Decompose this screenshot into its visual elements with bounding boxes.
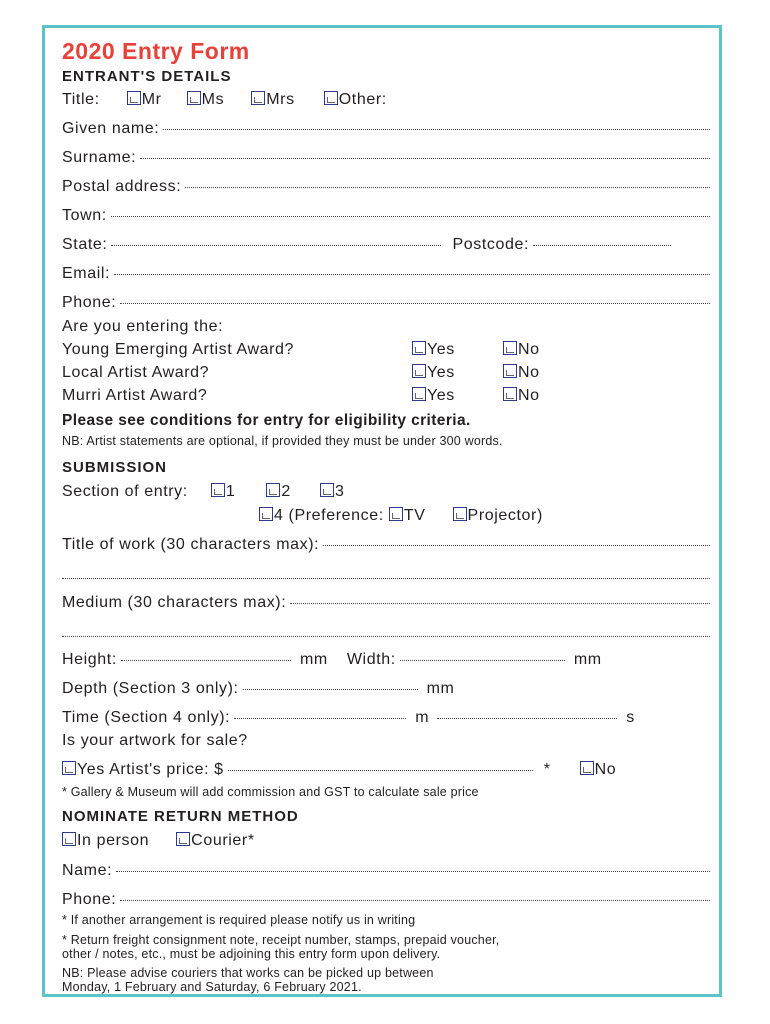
checkbox-icon[interactable]	[320, 483, 334, 497]
checkbox-icon[interactable]	[187, 91, 201, 105]
town-field[interactable]: Town:	[62, 207, 710, 225]
postcode-label: Postcode:	[452, 236, 530, 253]
section-3-option[interactable]: 3	[320, 483, 345, 501]
for-sale-question: Is your artwork for sale?	[62, 732, 248, 749]
checkbox-icon[interactable]	[580, 761, 594, 775]
commission-note: * Gallery & Museum will add commission and GST to calculate sale price	[62, 785, 479, 799]
time-label: Time (Section 4 only):	[62, 709, 231, 726]
state-field[interactable]	[111, 244, 441, 246]
title-row	[62, 91, 387, 109]
conditions-note: Please see conditions for entry for eligibility criteria.	[62, 412, 471, 429]
width-field[interactable]	[400, 659, 565, 661]
freight-note-line-1: * Return freight consignment note, receipt number, stamps, prepaid voucher,	[62, 933, 500, 947]
height-field[interactable]	[121, 659, 291, 661]
for-sale-yes-option[interactable]: Yes Artist's price: $	[62, 761, 224, 779]
award-row-young: Young Emerging Artist Award?	[62, 341, 295, 358]
section-label: Section of entry:	[62, 483, 188, 500]
section-4-row	[259, 507, 543, 525]
checkbox-icon[interactable]	[259, 507, 273, 521]
section-4-option[interactable]: 4 (Preference:	[259, 507, 384, 525]
pickup-note-line-1: NB: Please advise couriers that works can be picked up between	[62, 966, 434, 980]
for-sale-row: Yes Artist's price: $ * No	[62, 761, 710, 779]
title-label: Title:	[62, 91, 100, 108]
medium-line-2[interactable]	[62, 636, 710, 637]
title-option-mrs[interactable]: Mrs	[251, 91, 294, 109]
checkbox-icon[interactable]	[251, 91, 265, 105]
time-seconds-field[interactable]	[437, 717, 617, 719]
title-option-ms[interactable]: Ms	[187, 91, 225, 109]
postal-address-field[interactable]: Postal address:	[62, 178, 710, 196]
artist-price-field[interactable]	[228, 769, 533, 771]
postcode-field[interactable]	[533, 244, 671, 246]
time-minutes-field[interactable]	[234, 717, 406, 719]
checkbox-icon[interactable]	[412, 387, 426, 401]
checkbox-icon[interactable]	[127, 91, 141, 105]
checkbox-icon[interactable]	[324, 91, 338, 105]
checkbox-icon[interactable]	[62, 832, 76, 846]
courier-option[interactable]: Courier*	[176, 832, 255, 850]
tv-option[interactable]: TV	[389, 507, 426, 525]
in-person-option[interactable]: In person	[62, 832, 149, 850]
return-heading: NOMINATE RETURN METHOD	[62, 808, 299, 825]
depth-label: Depth (Section 3 only):	[62, 680, 239, 697]
medium-field[interactable]: Medium (30 characters max):	[62, 594, 710, 612]
award-local-yes[interactable]: Yes	[412, 364, 455, 382]
award-young-yes[interactable]: Yes	[412, 341, 455, 359]
dimensions-row: Height: mm Width: mm	[62, 651, 602, 668]
checkbox-icon[interactable]	[211, 483, 225, 497]
pickup-note-line-2: Monday, 1 February and Saturday, 6 February 2021.	[62, 980, 362, 994]
entrant-heading: ENTRANT'S DETAILS	[62, 68, 232, 85]
checkbox-icon[interactable]	[453, 507, 467, 521]
award-row-murri: Murri Artist Award?	[62, 387, 208, 404]
arrangement-note: * If another arrangement is required please notify us in writing	[62, 913, 416, 927]
freight-note-line-2: other / notes, etc., must be adjoining this entry form upon delivery.	[62, 947, 441, 961]
depth-field[interactable]	[243, 688, 418, 690]
checkbox-icon[interactable]	[412, 364, 426, 378]
surname-field[interactable]: Surname:	[62, 149, 710, 167]
projector-option[interactable]: Projector)	[453, 507, 543, 525]
email-field[interactable]: Email:	[62, 265, 710, 283]
checkbox-icon[interactable]	[503, 364, 517, 378]
section-row	[62, 483, 344, 501]
award-local-no[interactable]: No	[503, 364, 540, 382]
return-name-field[interactable]: Name:	[62, 862, 710, 880]
return-phone-field[interactable]: Phone:	[62, 891, 710, 909]
checkbox-icon[interactable]	[176, 832, 190, 846]
form-title: 2020 Entry Form	[62, 38, 250, 64]
section-2-option[interactable]: 2	[266, 483, 291, 501]
checkbox-icon[interactable]	[503, 341, 517, 355]
title-option-mr[interactable]: Mr	[127, 91, 162, 109]
submission-heading: SUBMISSION	[62, 459, 168, 476]
state-postcode-row	[62, 236, 710, 254]
statements-note: NB: Artist statements are optional, if provided they must be under 300 words.	[62, 434, 503, 448]
checkbox-icon[interactable]	[389, 507, 403, 521]
checkbox-icon[interactable]	[503, 387, 517, 401]
height-label: Height:	[62, 651, 117, 668]
section-1-option[interactable]: 1	[211, 483, 236, 501]
award-row-local: Local Artist Award?	[62, 364, 210, 381]
checkbox-icon[interactable]	[62, 761, 76, 775]
depth-row: Depth (Section 3 only): mm	[62, 680, 455, 697]
width-label: Width:	[346, 651, 396, 668]
title-option-other[interactable]: Other:	[324, 91, 387, 109]
given-name-field[interactable]: Given name:	[62, 120, 710, 138]
phone-field[interactable]: Phone:	[62, 294, 710, 312]
return-method-row	[62, 832, 255, 850]
award-murri-yes[interactable]: Yes	[412, 387, 455, 405]
time-row: Time (Section 4 only): m s	[62, 709, 635, 726]
title-of-work-field[interactable]: Title of work (30 characters max):	[62, 536, 710, 554]
entering-question: Are you entering the:	[62, 318, 224, 335]
state-label: State:	[62, 236, 108, 253]
checkbox-icon[interactable]	[266, 483, 280, 497]
award-murri-no[interactable]: No	[503, 387, 540, 405]
award-young-no[interactable]: No	[503, 341, 540, 359]
for-sale-no-option[interactable]: No	[580, 761, 617, 779]
title-of-work-line-2[interactable]	[62, 578, 710, 579]
checkbox-icon[interactable]	[412, 341, 426, 355]
